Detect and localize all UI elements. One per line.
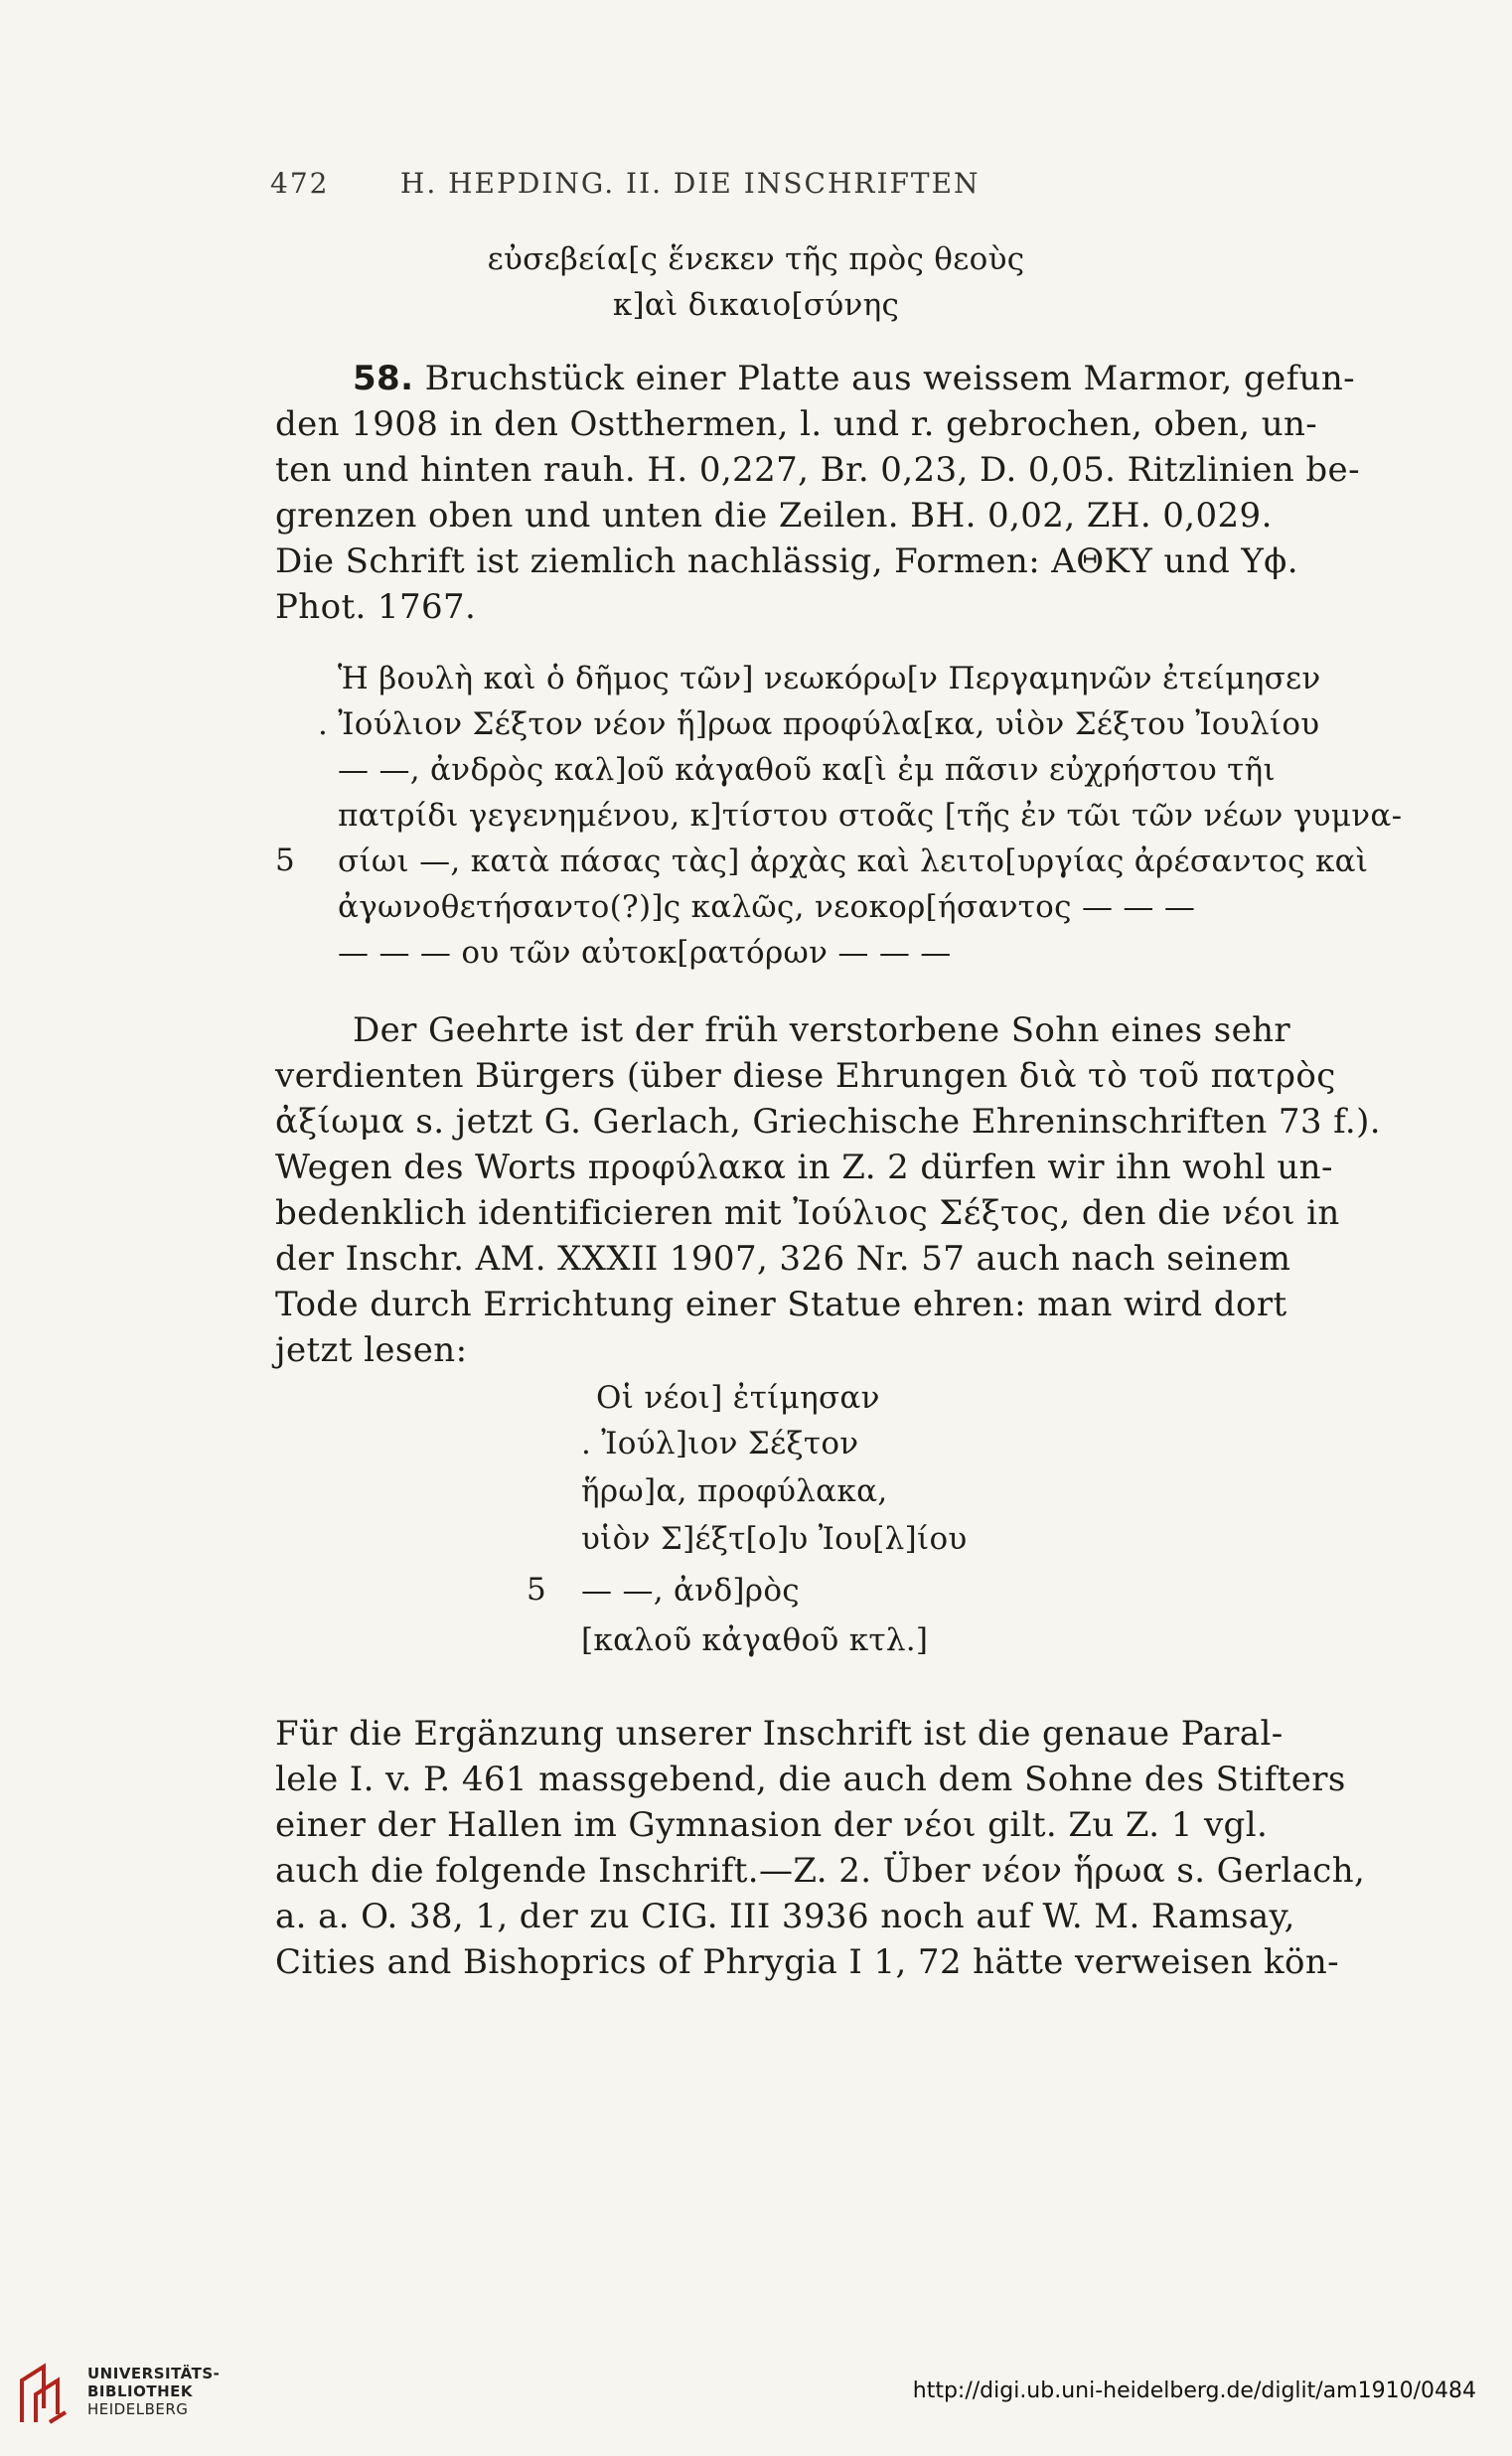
running-header xyxy=(270,167,1323,200)
restoration-line: υἱὸν Σ]έξτ[ο]υ Ἰου[λ]ίου xyxy=(581,1521,968,1557)
library-name xyxy=(87,2365,220,2418)
commentary-line: ἀξίωμα s. jetzt G. Gerlach, Griechische Ehreninschriften 73 f.). xyxy=(275,1102,1381,1142)
inscription-line: σίωι —, κατὰ πάσας τὰς] ἀρχὰς καὶ λειτο[υργίας ἀρέσαντος καὶ xyxy=(338,844,1369,879)
entry-line: den 1908 in den Ostthermen, l. und r. gebrochen, oben, un- xyxy=(275,404,1318,444)
inscription-line: — — — ου τῶν αὐτοκ[ρατόρων — — — xyxy=(338,935,952,971)
commentary-line: bedenklich identificieren mit Ἰούλιος Σέξτος, den die νέοι in xyxy=(275,1193,1340,1233)
commentary-line: verdienten Bürgers (über diese Ehrungen διὰ τὸ τοῦ πατρὸς xyxy=(275,1056,1336,1096)
restoration-line: — —, ἀνδ]ρὸς xyxy=(581,1573,800,1609)
restoration-line-number: 5 xyxy=(527,1572,546,1608)
entry-line: grenzen oben und unten die Zeilen. BH. 0,02, ZH. 0,029. xyxy=(275,496,1273,536)
restoration-line: Οἱ νέοι] ἐτίμησαν xyxy=(596,1380,880,1416)
entry-first-line xyxy=(353,356,1355,401)
closing-line: Cities and Bishoprics of Phrygia I 1, 72 hätte verweisen kön- xyxy=(275,1942,1340,1982)
source-url-link[interactable]: http://digi.ub.uni-heidelberg.de/diglit/am1910/0484 xyxy=(912,2379,1476,2403)
inscription-line: — —, ἀνδρὸς καλ]οῦ κἀγαθοῦ κα[ὶ ἐμ πᾶσιν εὐχρήστου τῆι xyxy=(338,752,1276,788)
library-name-line: BIBLIOTHEK xyxy=(87,2382,193,2400)
library-footer xyxy=(0,2357,1512,2456)
closing-line: a. a. O. 38, 1, der zu CIG. III 3936 noch auf W. M. Ramsay, xyxy=(275,1897,1295,1936)
running-title: H. HEPDING. II. DIE INSCHRIFTEN xyxy=(399,167,981,200)
library-logo-icon xyxy=(14,2361,72,2426)
entry-line: ten und hinten rauh. H. 0,227, Br. 0,23, D. 0,05. Ritzlinien be- xyxy=(275,450,1360,490)
inscription-line: πατρίδι γεγενημένου, κ]τίστου στοᾶς [τῆς ἐν τῶι τῶν νέων γυμνα- xyxy=(338,798,1403,834)
closing-line: Für die Ergänzung unserer Inschrift ist die genaue Paral- xyxy=(275,1714,1284,1754)
page-number: 472 xyxy=(270,167,330,200)
commentary-line: Der Geehrte ist der früh verstorbene Sohn eines sehr xyxy=(353,1010,1291,1050)
continuation-line: κ]αὶ δικαιο[σύνης xyxy=(612,287,900,323)
closing-line: auch die folgende Inschrift.—Z. 2. Über νέον ἥρωα s. Gerlach, xyxy=(275,1851,1366,1891)
inscription-line-number: 5 xyxy=(275,843,295,878)
entry-number: 58. xyxy=(353,359,414,398)
commentary-line: Wegen des Worts προφύλακα in Z. 2 dürfen wir ihn wohl un- xyxy=(275,1148,1333,1187)
restoration-line: . Ἰούλ]ιον Σέξτον xyxy=(581,1426,859,1461)
entry-line: Die Schrift ist ziemlich nachlässig, Formen: ΑΘΚΥ und Υϕ. xyxy=(275,541,1298,581)
closing-line: lele I. v. P. 461 massgebend, die auch dem Sohne des Stifters xyxy=(275,1760,1346,1799)
entry-line: Phot. 1767. xyxy=(275,587,477,627)
library-name-line: UNIVERSITÄTS- xyxy=(87,2365,221,2382)
restoration-line: [καλοῦ κἀγαθοῦ κτλ.] xyxy=(581,1622,929,1658)
commentary-line: Tode durch Errichtung einer Statue ehren: man wird dort xyxy=(275,1285,1287,1324)
closing-line: einer der Hallen im Gymnasion der νέοι gilt. Zu Z. 1 vgl. xyxy=(275,1805,1269,1845)
inscription-line: ἀγωνοθετήσαντο(?)]ς καλῶς, νεοκορ[ήσαντος — — — xyxy=(338,889,1196,925)
commentary-line: der Inschr. AM. XXXII 1907, 326 Nr. 57 auch nach seinem xyxy=(275,1239,1291,1279)
inscription-line: . Ἰούλιον Σέξτον νέον ἥ]ρωα προφύλα[κα, υἱὸν Σέξτου Ἰουλίου xyxy=(318,706,1320,742)
library-name-line: HEIDELBERG xyxy=(87,2400,189,2418)
restoration-line: ἥρω]α, προφύλακα, xyxy=(581,1473,888,1509)
commentary-line: jetzt lesen: xyxy=(275,1330,468,1370)
inscription-line: Ἡ βουλὴ καὶ ὁ δῆμος τῶν] νεωκόρω[ν Περγαμηνῶν ἐτείμησεν xyxy=(338,661,1321,696)
entry-text: Bruchstück einer Platte aus weissem Marmor, gefun- xyxy=(424,359,1356,398)
continuation-line: εὐσεβεία[ς ἕνεκεν τῆς πρὸς θεοὺς xyxy=(487,241,1025,277)
